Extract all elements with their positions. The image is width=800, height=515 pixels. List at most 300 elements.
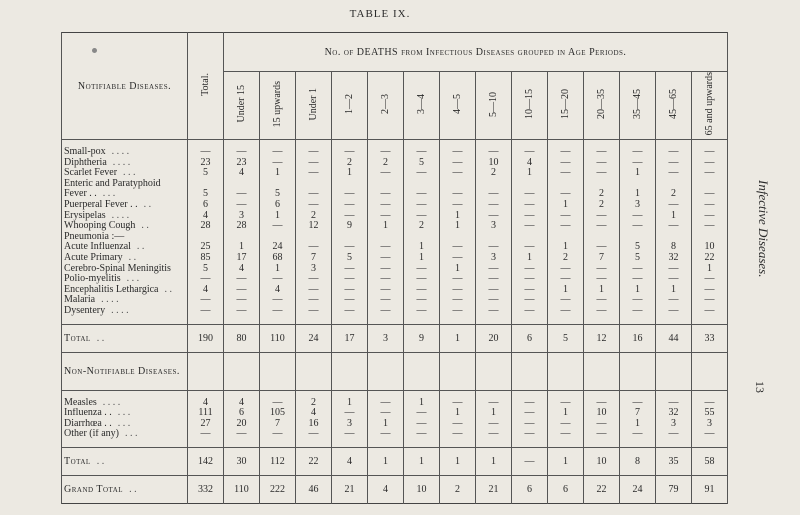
value-cell: — bbox=[440, 242, 476, 253]
value-cell bbox=[260, 232, 296, 243]
value-cell: 55 bbox=[692, 408, 728, 419]
row-label: Malaria . . . . bbox=[62, 295, 188, 306]
value-cell: — bbox=[584, 429, 620, 440]
value-cell: 1 bbox=[512, 253, 548, 264]
value-cell: 3 bbox=[368, 324, 404, 352]
value-cell: 3 bbox=[476, 253, 512, 264]
value-cell: — bbox=[692, 189, 728, 200]
age-column-header: 4—5 bbox=[440, 72, 476, 140]
age-column-header: 10—15 bbox=[512, 72, 548, 140]
value-cell: 1 bbox=[476, 447, 512, 475]
value-cell bbox=[620, 179, 656, 190]
table-row bbox=[62, 179, 728, 190]
total-row bbox=[62, 475, 728, 503]
value-cell: — bbox=[368, 242, 404, 253]
value-cell: 4 bbox=[188, 285, 224, 296]
deaths-table bbox=[61, 32, 728, 504]
leader-dots: . . . bbox=[124, 429, 138, 440]
value-cell: 80 bbox=[224, 324, 260, 352]
value-cell: — bbox=[692, 295, 728, 306]
value-cell: — bbox=[584, 295, 620, 306]
value-cell: — bbox=[656, 295, 692, 306]
value-cell: — bbox=[476, 295, 512, 306]
value-cell: — bbox=[620, 158, 656, 169]
age-group-header: No. of DEATHS from Infectious Diseases grouped in Age Periods. bbox=[224, 33, 728, 72]
leader-dots: . . . bbox=[123, 168, 136, 179]
row-label: Whooping Cough . . bbox=[62, 221, 188, 232]
value-cell bbox=[404, 179, 440, 190]
value-cell bbox=[332, 179, 368, 190]
row-label: Enteric and Paratyphoid bbox=[62, 179, 188, 190]
value-cell: — bbox=[584, 398, 620, 409]
value-cell: — bbox=[368, 147, 404, 158]
value-cell: 10 bbox=[584, 447, 620, 475]
table-row bbox=[62, 158, 728, 169]
value-cell: 8 bbox=[620, 447, 656, 475]
value-cell: — bbox=[260, 398, 296, 409]
value-cell: 33 bbox=[692, 324, 728, 352]
value-cell: — bbox=[512, 274, 548, 285]
value-cell: 5 bbox=[548, 324, 584, 352]
value-cell: — bbox=[548, 419, 584, 430]
leader-dots: . . bbox=[96, 332, 105, 344]
value-cell: 3 bbox=[296, 264, 332, 275]
value-cell bbox=[440, 232, 476, 243]
value-cell: 2 bbox=[440, 475, 476, 503]
value-cell: — bbox=[368, 398, 404, 409]
value-cell: — bbox=[224, 429, 260, 440]
value-cell: — bbox=[260, 158, 296, 169]
value-cell: 91 bbox=[692, 475, 728, 503]
value-cell: — bbox=[620, 264, 656, 275]
value-cell: — bbox=[512, 285, 548, 296]
value-cell: — bbox=[584, 211, 620, 222]
value-cell: 4 bbox=[188, 398, 224, 409]
value-cell: — bbox=[224, 306, 260, 317]
row-label: Small-pox . . . . bbox=[62, 147, 188, 158]
age-column-header: 20—35 bbox=[584, 72, 620, 140]
value-cell: 1 bbox=[368, 447, 404, 475]
value-cell: 2 bbox=[476, 168, 512, 179]
value-cell: — bbox=[440, 274, 476, 285]
value-cell: 1 bbox=[548, 447, 584, 475]
value-cell: — bbox=[332, 242, 368, 253]
value-cell bbox=[620, 232, 656, 243]
value-cell: 10 bbox=[404, 475, 440, 503]
value-cell: — bbox=[476, 200, 512, 211]
value-cell: 1 bbox=[584, 285, 620, 296]
value-cell: 28 bbox=[224, 221, 260, 232]
value-cell: — bbox=[296, 242, 332, 253]
row-label: Scarlet Fever . . . bbox=[62, 168, 188, 179]
value-cell: — bbox=[548, 274, 584, 285]
value-cell: 1 bbox=[332, 168, 368, 179]
value-cell bbox=[332, 232, 368, 243]
value-cell: 10 bbox=[476, 158, 512, 169]
row-label: Influenza . . . . . bbox=[62, 408, 188, 419]
value-cell: 17 bbox=[332, 324, 368, 352]
value-cell: 1 bbox=[440, 264, 476, 275]
leader-dots: . . . bbox=[102, 189, 116, 200]
value-cell: — bbox=[548, 189, 584, 200]
table-row bbox=[62, 147, 728, 158]
value-cell: — bbox=[188, 295, 224, 306]
value-cell: 32 bbox=[656, 408, 692, 419]
total-row bbox=[62, 324, 728, 352]
value-cell: — bbox=[260, 429, 296, 440]
value-cell: — bbox=[548, 295, 584, 306]
value-cell: 9 bbox=[332, 221, 368, 232]
table-row bbox=[62, 221, 728, 232]
value-cell: 5 bbox=[620, 242, 656, 253]
value-cell: 4 bbox=[224, 398, 260, 409]
value-cell: — bbox=[512, 398, 548, 409]
value-cell bbox=[188, 179, 224, 190]
value-cell: — bbox=[404, 306, 440, 317]
value-cell: — bbox=[584, 264, 620, 275]
table-row bbox=[62, 398, 728, 409]
row-label: Puerperal Fever . . . . bbox=[62, 200, 188, 211]
table-title: TABLE IX. bbox=[349, 8, 411, 20]
value-cell bbox=[368, 232, 404, 243]
value-cell: — bbox=[440, 158, 476, 169]
value-cell bbox=[656, 232, 692, 243]
value-cell: — bbox=[332, 211, 368, 222]
age-column-header: 15 upwards bbox=[260, 72, 296, 140]
leader-dots: . . bbox=[129, 483, 137, 495]
value-cell: 4 bbox=[224, 264, 260, 275]
value-cell: — bbox=[476, 274, 512, 285]
table-row bbox=[62, 274, 728, 285]
value-cell: 5 bbox=[404, 158, 440, 169]
value-cell: — bbox=[404, 211, 440, 222]
value-cell: — bbox=[692, 274, 728, 285]
value-cell: — bbox=[548, 398, 584, 409]
value-cell: — bbox=[296, 274, 332, 285]
row-label: Encephalitis Lethargica . . bbox=[62, 285, 188, 296]
value-cell: — bbox=[404, 168, 440, 179]
age-column-header: 2—3 bbox=[368, 72, 404, 140]
value-cell: — bbox=[476, 419, 512, 430]
row-label: Other (if any) . . . bbox=[62, 429, 188, 440]
total-header: Total. bbox=[188, 33, 224, 140]
value-cell: 12 bbox=[584, 324, 620, 352]
value-cell bbox=[692, 232, 728, 243]
value-cell bbox=[404, 232, 440, 243]
value-cell: — bbox=[584, 168, 620, 179]
value-cell: 1 bbox=[368, 221, 404, 232]
value-cell: — bbox=[512, 408, 548, 419]
value-cell: — bbox=[296, 147, 332, 158]
value-cell: — bbox=[368, 264, 404, 275]
value-cell: — bbox=[368, 168, 404, 179]
section-label-non-notifiable: Non-Notifiable Diseases. bbox=[62, 352, 188, 390]
table-row bbox=[62, 306, 728, 317]
value-cell: — bbox=[656, 274, 692, 285]
value-cell bbox=[584, 179, 620, 190]
value-cell: 20 bbox=[476, 324, 512, 352]
table-row bbox=[62, 295, 728, 306]
value-cell: — bbox=[548, 168, 584, 179]
value-cell: — bbox=[440, 253, 476, 264]
value-cell: 28 bbox=[188, 221, 224, 232]
value-cell: 22 bbox=[692, 253, 728, 264]
value-cell: 112 bbox=[260, 447, 296, 475]
value-cell: — bbox=[368, 189, 404, 200]
value-cell: 22 bbox=[296, 447, 332, 475]
value-cell: 30 bbox=[224, 447, 260, 475]
row-label: Diarrhœa . . . . . bbox=[62, 419, 188, 430]
value-cell: 1 bbox=[548, 200, 584, 211]
value-cell: — bbox=[512, 200, 548, 211]
value-cell: 1 bbox=[260, 168, 296, 179]
value-cell: — bbox=[404, 408, 440, 419]
table-body bbox=[62, 140, 728, 504]
value-cell: — bbox=[512, 211, 548, 222]
value-cell: — bbox=[656, 398, 692, 409]
value-cell: 46 bbox=[296, 475, 332, 503]
value-cell: — bbox=[332, 200, 368, 211]
value-cell: 5 bbox=[620, 253, 656, 264]
value-cell: 4 bbox=[512, 158, 548, 169]
value-cell: 6 bbox=[188, 200, 224, 211]
value-cell: — bbox=[476, 306, 512, 317]
value-cell: — bbox=[656, 264, 692, 275]
table-row bbox=[62, 211, 728, 222]
age-column-header: 1—2 bbox=[332, 72, 368, 140]
value-cell: — bbox=[296, 189, 332, 200]
value-cell: — bbox=[656, 429, 692, 440]
value-cell: — bbox=[260, 306, 296, 317]
value-cell: — bbox=[656, 221, 692, 232]
value-cell: 10 bbox=[584, 408, 620, 419]
value-cell: 22 bbox=[584, 475, 620, 503]
side-caption: Infective Diseases. bbox=[756, 180, 771, 278]
value-cell: — bbox=[476, 285, 512, 296]
value-cell: 6 bbox=[548, 475, 584, 503]
value-cell: 142 bbox=[188, 447, 224, 475]
value-cell: — bbox=[224, 200, 260, 211]
value-cell: — bbox=[620, 211, 656, 222]
value-cell: 5 bbox=[188, 189, 224, 200]
value-cell: — bbox=[260, 295, 296, 306]
value-cell: — bbox=[404, 200, 440, 211]
value-cell: — bbox=[404, 429, 440, 440]
value-cell: 1 bbox=[440, 324, 476, 352]
value-cell: 8 bbox=[656, 242, 692, 253]
value-cell: — bbox=[224, 147, 260, 158]
value-cell: 4 bbox=[332, 447, 368, 475]
leader-dots: . . bbox=[141, 221, 149, 232]
age-column-header: Under 1 bbox=[296, 72, 332, 140]
value-cell: 1 bbox=[404, 242, 440, 253]
table-row bbox=[62, 285, 728, 296]
value-cell: — bbox=[548, 429, 584, 440]
value-cell: — bbox=[512, 295, 548, 306]
value-cell: — bbox=[656, 158, 692, 169]
row-label: Cerebro-Spinal Meningitis bbox=[62, 264, 188, 275]
value-cell: 3 bbox=[692, 419, 728, 430]
value-cell: — bbox=[332, 429, 368, 440]
value-cell: — bbox=[440, 398, 476, 409]
value-cell: 1 bbox=[440, 408, 476, 419]
value-cell: 1 bbox=[404, 253, 440, 264]
value-cell: 5 bbox=[188, 264, 224, 275]
value-cell bbox=[584, 232, 620, 243]
value-cell: 17 bbox=[224, 253, 260, 264]
value-cell: — bbox=[692, 429, 728, 440]
leader-dots: . . . bbox=[117, 408, 131, 419]
value-cell: 6 bbox=[224, 408, 260, 419]
value-cell: — bbox=[224, 295, 260, 306]
value-cell: — bbox=[332, 306, 368, 317]
value-cell: — bbox=[476, 398, 512, 409]
value-cell: — bbox=[188, 429, 224, 440]
value-cell: — bbox=[404, 295, 440, 306]
value-cell: — bbox=[620, 306, 656, 317]
value-cell: — bbox=[404, 285, 440, 296]
row-label: Total . . bbox=[62, 324, 188, 352]
table-row bbox=[62, 429, 728, 440]
value-cell: — bbox=[296, 429, 332, 440]
value-cell bbox=[368, 179, 404, 190]
value-cell: 1 bbox=[260, 211, 296, 222]
value-cell: 1 bbox=[440, 211, 476, 222]
value-cell: — bbox=[692, 147, 728, 158]
value-cell: — bbox=[656, 200, 692, 211]
value-cell: 24 bbox=[260, 242, 296, 253]
value-cell: — bbox=[296, 200, 332, 211]
leader-dots: . . . . bbox=[111, 147, 130, 157]
value-cell: — bbox=[476, 211, 512, 222]
row-label: Acute Influenzal . . bbox=[62, 242, 188, 253]
table-row bbox=[62, 408, 728, 419]
leader-dots: . . . . bbox=[112, 157, 131, 168]
value-cell: — bbox=[296, 158, 332, 169]
value-cell: 4 bbox=[224, 168, 260, 179]
age-column-header: 15—20 bbox=[548, 72, 584, 140]
value-cell: — bbox=[368, 429, 404, 440]
value-cell: — bbox=[548, 264, 584, 275]
value-cell bbox=[224, 179, 260, 190]
value-cell: — bbox=[332, 295, 368, 306]
value-cell: — bbox=[332, 264, 368, 275]
value-cell: 7 bbox=[584, 253, 620, 264]
value-cell: 20 bbox=[224, 419, 260, 430]
value-cell: — bbox=[548, 306, 584, 317]
value-cell: — bbox=[656, 168, 692, 179]
value-cell: 23 bbox=[224, 158, 260, 169]
age-column-header: Under 15 bbox=[224, 72, 260, 140]
value-cell: 1 bbox=[620, 189, 656, 200]
value-cell bbox=[656, 179, 692, 190]
value-cell: 1 bbox=[368, 419, 404, 430]
age-column-header: 5—10 bbox=[476, 72, 512, 140]
value-cell bbox=[188, 232, 224, 243]
value-cell: — bbox=[692, 221, 728, 232]
value-cell: — bbox=[584, 306, 620, 317]
value-cell: — bbox=[584, 419, 620, 430]
leader-dots: . . . . bbox=[101, 295, 119, 306]
leader-dots: . . bbox=[128, 252, 137, 263]
value-cell: — bbox=[476, 264, 512, 275]
value-cell: 2 bbox=[296, 398, 332, 409]
value-cell: — bbox=[296, 168, 332, 179]
value-cell: 16 bbox=[296, 419, 332, 430]
value-cell: 5 bbox=[188, 168, 224, 179]
value-cell: 1 bbox=[476, 408, 512, 419]
value-cell: 4 bbox=[296, 408, 332, 419]
value-cell: 222 bbox=[260, 475, 296, 503]
value-cell: — bbox=[692, 285, 728, 296]
leader-dots: . . . . bbox=[111, 305, 129, 316]
value-cell: 6 bbox=[260, 200, 296, 211]
value-cell: — bbox=[404, 147, 440, 158]
value-cell bbox=[548, 232, 584, 243]
row-label: Polio-myelitis . . . bbox=[62, 274, 188, 285]
value-cell: — bbox=[260, 221, 296, 232]
value-cell: — bbox=[332, 147, 368, 158]
value-cell: 2 bbox=[368, 158, 404, 169]
table-row bbox=[62, 253, 728, 264]
table-row bbox=[62, 264, 728, 275]
age-column-header: 35—45 bbox=[620, 72, 656, 140]
value-cell: — bbox=[440, 147, 476, 158]
value-cell bbox=[440, 179, 476, 190]
value-cell: — bbox=[512, 306, 548, 317]
value-cell: 2 bbox=[584, 200, 620, 211]
value-cell: — bbox=[620, 147, 656, 158]
value-cell: — bbox=[512, 242, 548, 253]
value-cell: — bbox=[512, 221, 548, 232]
value-cell: — bbox=[692, 306, 728, 317]
value-cell: 35 bbox=[656, 447, 692, 475]
value-cell: — bbox=[368, 200, 404, 211]
value-cell bbox=[548, 179, 584, 190]
value-cell: — bbox=[584, 274, 620, 285]
value-cell: — bbox=[620, 429, 656, 440]
value-cell: — bbox=[224, 189, 260, 200]
value-cell bbox=[296, 179, 332, 190]
row-label: Pneumonia :— bbox=[62, 232, 188, 243]
row-label: Grand Total . . bbox=[62, 475, 188, 503]
value-cell: 1 bbox=[224, 242, 260, 253]
value-cell: — bbox=[260, 147, 296, 158]
value-cell: — bbox=[656, 147, 692, 158]
value-cell: 1 bbox=[620, 419, 656, 430]
value-cell: — bbox=[188, 306, 224, 317]
value-cell: 21 bbox=[332, 475, 368, 503]
value-cell: — bbox=[584, 147, 620, 158]
value-cell: 110 bbox=[260, 324, 296, 352]
value-cell: — bbox=[224, 274, 260, 285]
value-cell: 68 bbox=[260, 253, 296, 264]
value-cell: 1 bbox=[620, 168, 656, 179]
age-column-header: 3—4 bbox=[404, 72, 440, 140]
value-cell: — bbox=[692, 158, 728, 169]
value-cell: — bbox=[404, 274, 440, 285]
value-cell bbox=[476, 179, 512, 190]
value-cell: 1 bbox=[440, 221, 476, 232]
leader-dots: . . bbox=[164, 284, 172, 295]
value-cell: — bbox=[620, 295, 656, 306]
value-cell: — bbox=[512, 429, 548, 440]
value-cell: 7 bbox=[260, 419, 296, 430]
table-row bbox=[62, 168, 728, 179]
value-cell: — bbox=[440, 200, 476, 211]
value-cell: 3 bbox=[620, 200, 656, 211]
value-cell: — bbox=[440, 189, 476, 200]
